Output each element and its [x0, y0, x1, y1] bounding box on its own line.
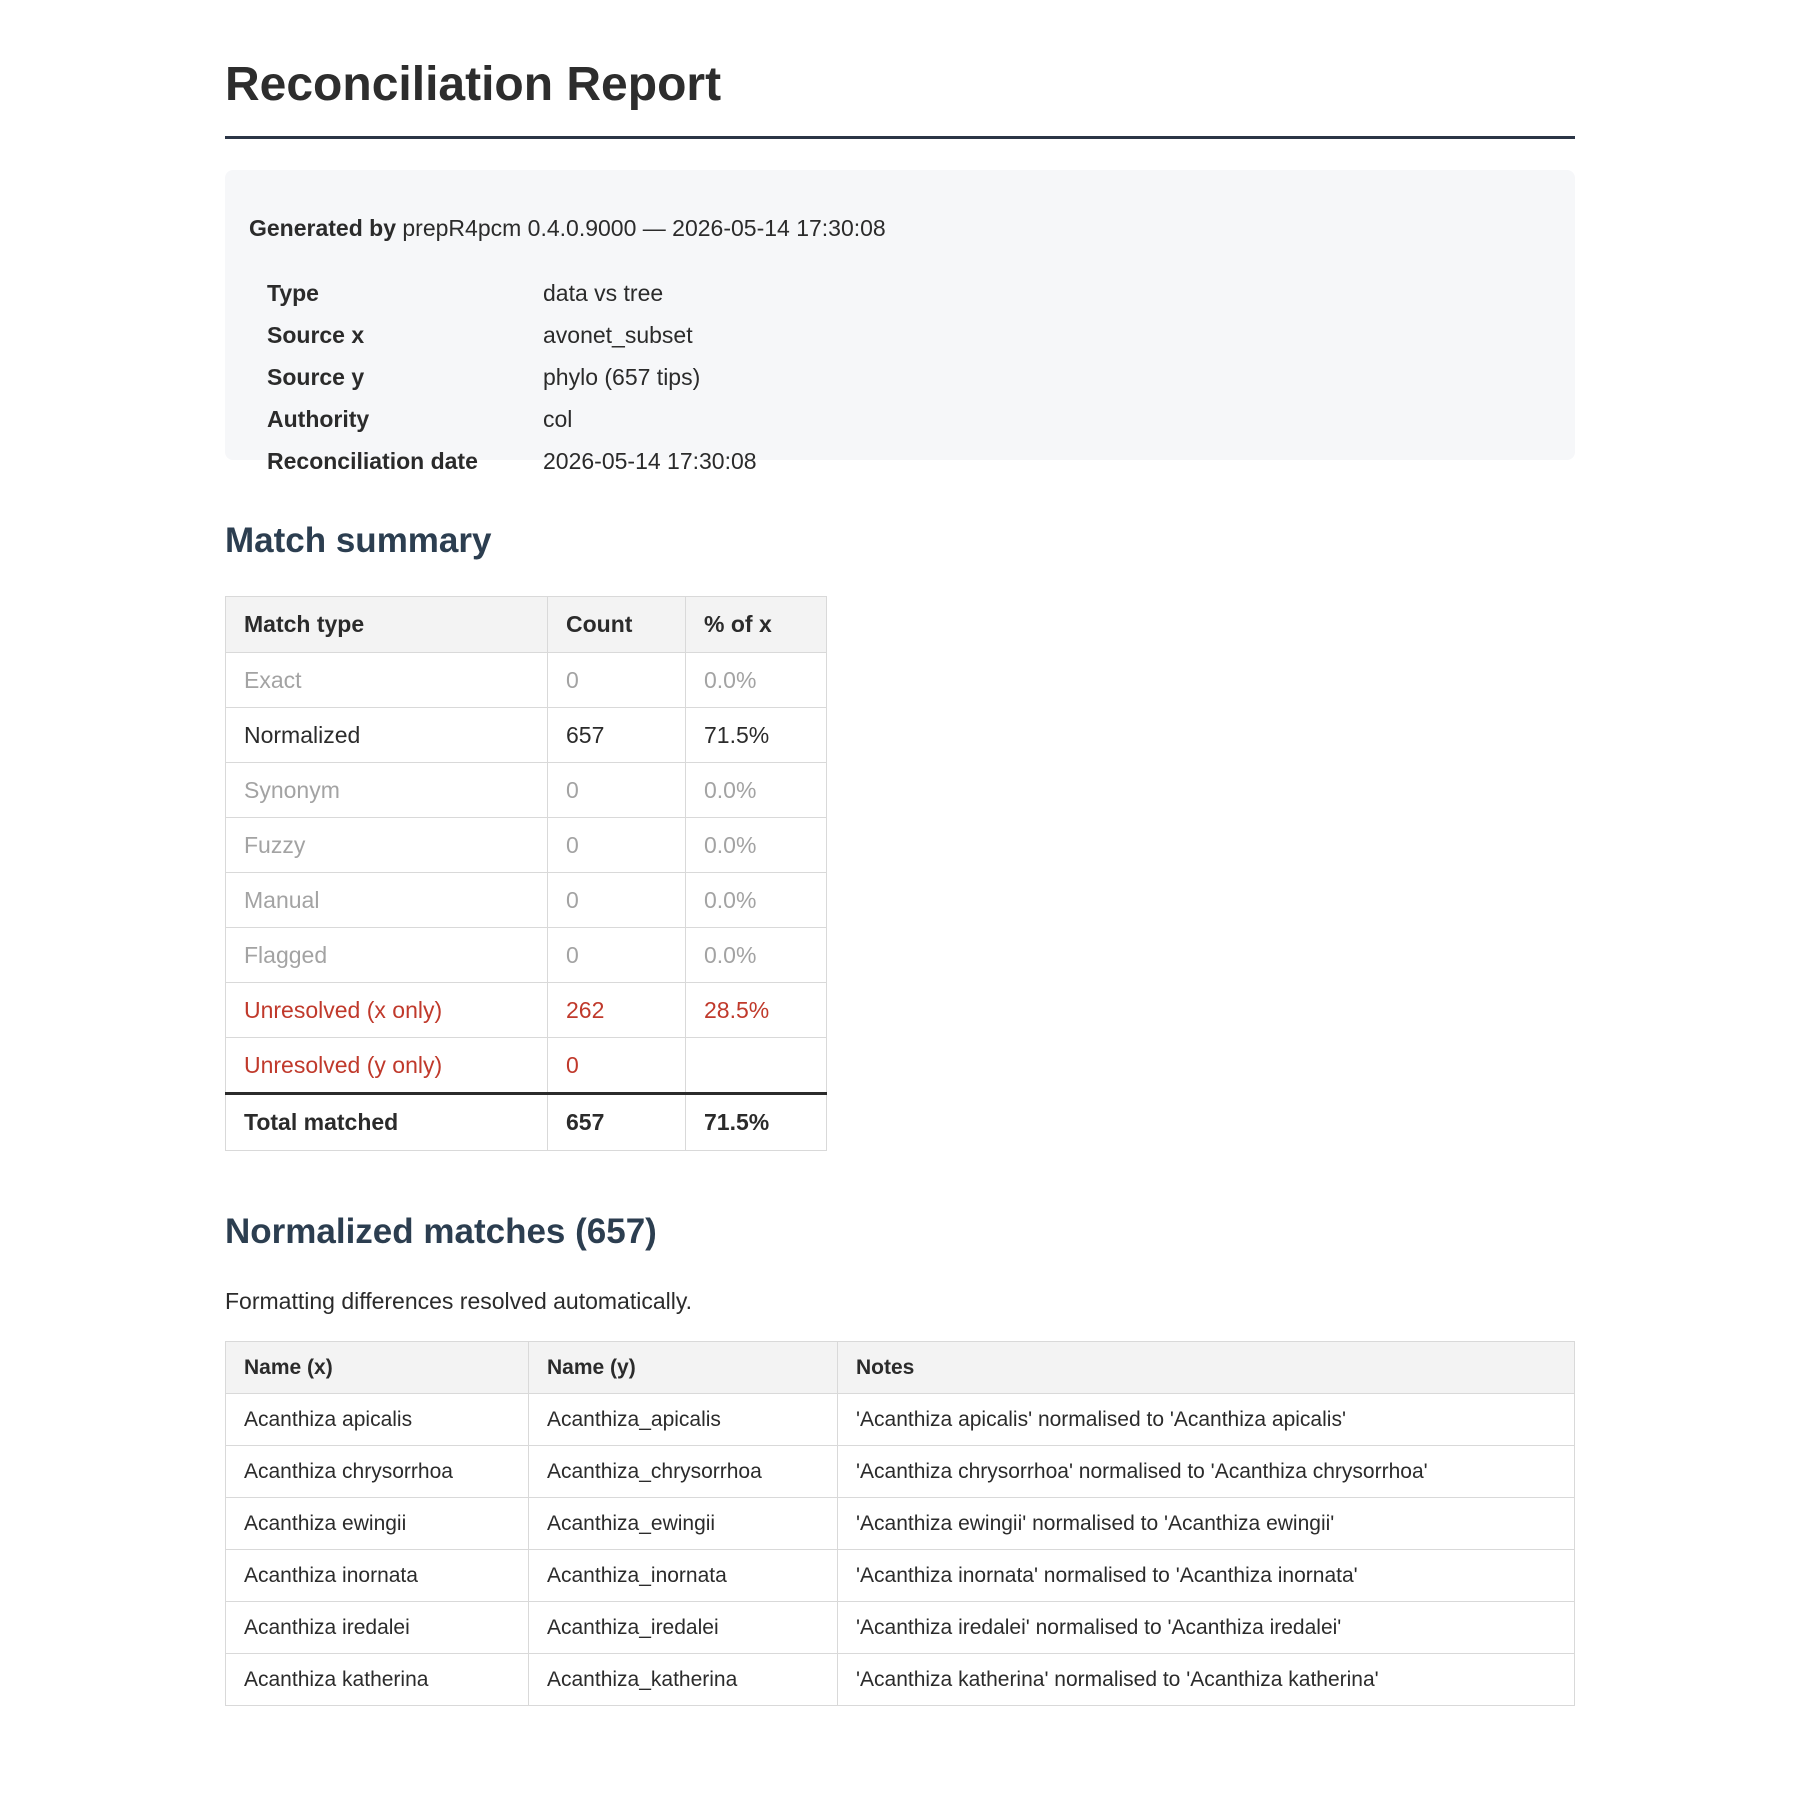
notes-cell: 'Acanthiza inornata' normalised to 'Acanthiza inornata': [838, 1550, 1575, 1602]
metadata-key: Reconciliation date: [267, 447, 478, 474]
generated-line: [249, 214, 1551, 242]
summary-row: [226, 1038, 827, 1094]
summary-pct: 0.0%: [686, 653, 827, 708]
summary-header-row: [226, 597, 827, 653]
summary-row: [226, 763, 827, 818]
summary-match-type: Manual: [226, 873, 548, 928]
name-y-cell: Acanthiza_ewingii: [529, 1498, 838, 1550]
total-label: Total matched: [226, 1094, 548, 1151]
notes-cell: 'Acanthiza apicalis' normalised to 'Acanthiza apicalis': [838, 1394, 1575, 1446]
summary-match-type: Exact: [226, 653, 548, 708]
name-x-cell: Acanthiza chrysorrhoa: [226, 1446, 529, 1498]
summary-row: [226, 818, 827, 873]
summary-row: [226, 928, 827, 983]
summary-match-type: Flagged: [226, 928, 548, 983]
metadata-row: [267, 314, 757, 356]
name-y-cell: Acanthiza_apicalis: [529, 1394, 838, 1446]
notes-cell: 'Acanthiza ewingii' normalised to 'Acanthiza ewingii': [838, 1498, 1575, 1550]
report-page: [225, 0, 1575, 1706]
metadata-value: phylo (657 tips): [543, 363, 701, 390]
summary-count: 262: [548, 983, 686, 1038]
name-y-cell: Acanthiza_chrysorrhoa: [529, 1446, 838, 1498]
generated-value: prepR4pcm 0.4.0.9000 — 2026-05-14 17:30:08: [402, 215, 886, 241]
name-x-cell: Acanthiza inornata: [226, 1550, 529, 1602]
normalized-description: Formatting differences resolved automatically.: [225, 1288, 693, 1314]
table-row: [226, 1602, 1575, 1654]
metadata-value: avonet_subset: [543, 321, 693, 348]
summary-match-type: Synonym: [226, 763, 548, 818]
normalized-matches-heading: Normalized matches (657): [225, 1212, 657, 1251]
summary-count: 0: [548, 763, 686, 818]
summary-count: 0: [548, 873, 686, 928]
generated-label: Generated by: [249, 215, 396, 241]
table-row: [226, 1446, 1575, 1498]
metadata-value: col: [543, 405, 573, 432]
notes-cell: 'Acanthiza chrysorrhoa' normalised to 'Acanthiza chrysorrhoa': [838, 1446, 1575, 1498]
metadata-row: [267, 398, 757, 440]
total-pct: 71.5%: [686, 1094, 827, 1151]
metadata-box: [225, 170, 1575, 474]
name-x-cell: Acanthiza ewingii: [226, 1498, 529, 1550]
matches-col-name-x: Name (x): [226, 1342, 529, 1394]
notes-cell: 'Acanthiza katherina' normalised to 'Acanthiza katherina': [838, 1654, 1575, 1706]
matches-header-row: [226, 1342, 1575, 1394]
metadata-key: Source x: [267, 321, 365, 348]
summary-count: 0: [548, 928, 686, 983]
metadata-table: [267, 272, 757, 482]
metadata-row: [267, 356, 757, 398]
matches-col-notes: Notes: [838, 1342, 1575, 1394]
name-y-cell: Acanthiza_katherina: [529, 1654, 838, 1706]
metadata-key: Type: [267, 279, 319, 306]
match-summary-table: [225, 596, 827, 1151]
summary-row: [226, 708, 827, 763]
summary-col-pct: % of x: [686, 597, 827, 653]
summary-row: [226, 653, 827, 708]
match-summary-heading: Match summary: [225, 521, 492, 560]
summary-count: 0: [548, 1038, 686, 1094]
summary-count: 657: [548, 708, 686, 763]
summary-total-row: [226, 1094, 827, 1151]
summary-pct: 0.0%: [686, 928, 827, 983]
summary-pct: 28.5%: [686, 983, 827, 1038]
table-row: [226, 1394, 1575, 1446]
name-y-cell: Acanthiza_inornata: [529, 1550, 838, 1602]
summary-col-count: Count: [548, 597, 686, 653]
summary-match-type: Normalized: [226, 708, 548, 763]
table-row: [226, 1498, 1575, 1550]
name-x-cell: Acanthiza katherina: [226, 1654, 529, 1706]
table-row: [226, 1550, 1575, 1602]
metadata-row: [267, 272, 757, 314]
name-x-cell: Acanthiza apicalis: [226, 1394, 529, 1446]
summary-match-type: Fuzzy: [226, 818, 548, 873]
normalized-matches-table: [225, 1341, 1575, 1706]
summary-pct: 0.0%: [686, 873, 827, 928]
summary-match-type: Unresolved (y only): [226, 1038, 548, 1094]
page-title: Reconciliation Report: [225, 0, 1575, 139]
summary-pct: [686, 1038, 827, 1094]
metadata-value: 2026-05-14 17:30:08: [543, 447, 757, 474]
summary-row: [226, 983, 827, 1038]
summary-pct: 0.0%: [686, 763, 827, 818]
summary-row: [226, 873, 827, 928]
summary-count: 0: [548, 818, 686, 873]
summary-pct: 0.0%: [686, 818, 827, 873]
summary-pct: 71.5%: [686, 708, 827, 763]
metadata-row: [267, 440, 757, 482]
matches-col-name-y: Name (y): [529, 1342, 838, 1394]
summary-count: 0: [548, 653, 686, 708]
total-count: 657: [548, 1094, 686, 1151]
table-row: [226, 1654, 1575, 1706]
name-x-cell: Acanthiza iredalei: [226, 1602, 529, 1654]
metadata-key: Source y: [267, 363, 365, 390]
metadata-value: data vs tree: [543, 279, 664, 306]
summary-col-match-type: Match type: [226, 597, 548, 653]
name-y-cell: Acanthiza_iredalei: [529, 1602, 838, 1654]
metadata-key: Authority: [267, 405, 370, 432]
notes-cell: 'Acanthiza iredalei' normalised to 'Acanthiza iredalei': [838, 1602, 1575, 1654]
summary-match-type: Unresolved (x only): [226, 983, 548, 1038]
